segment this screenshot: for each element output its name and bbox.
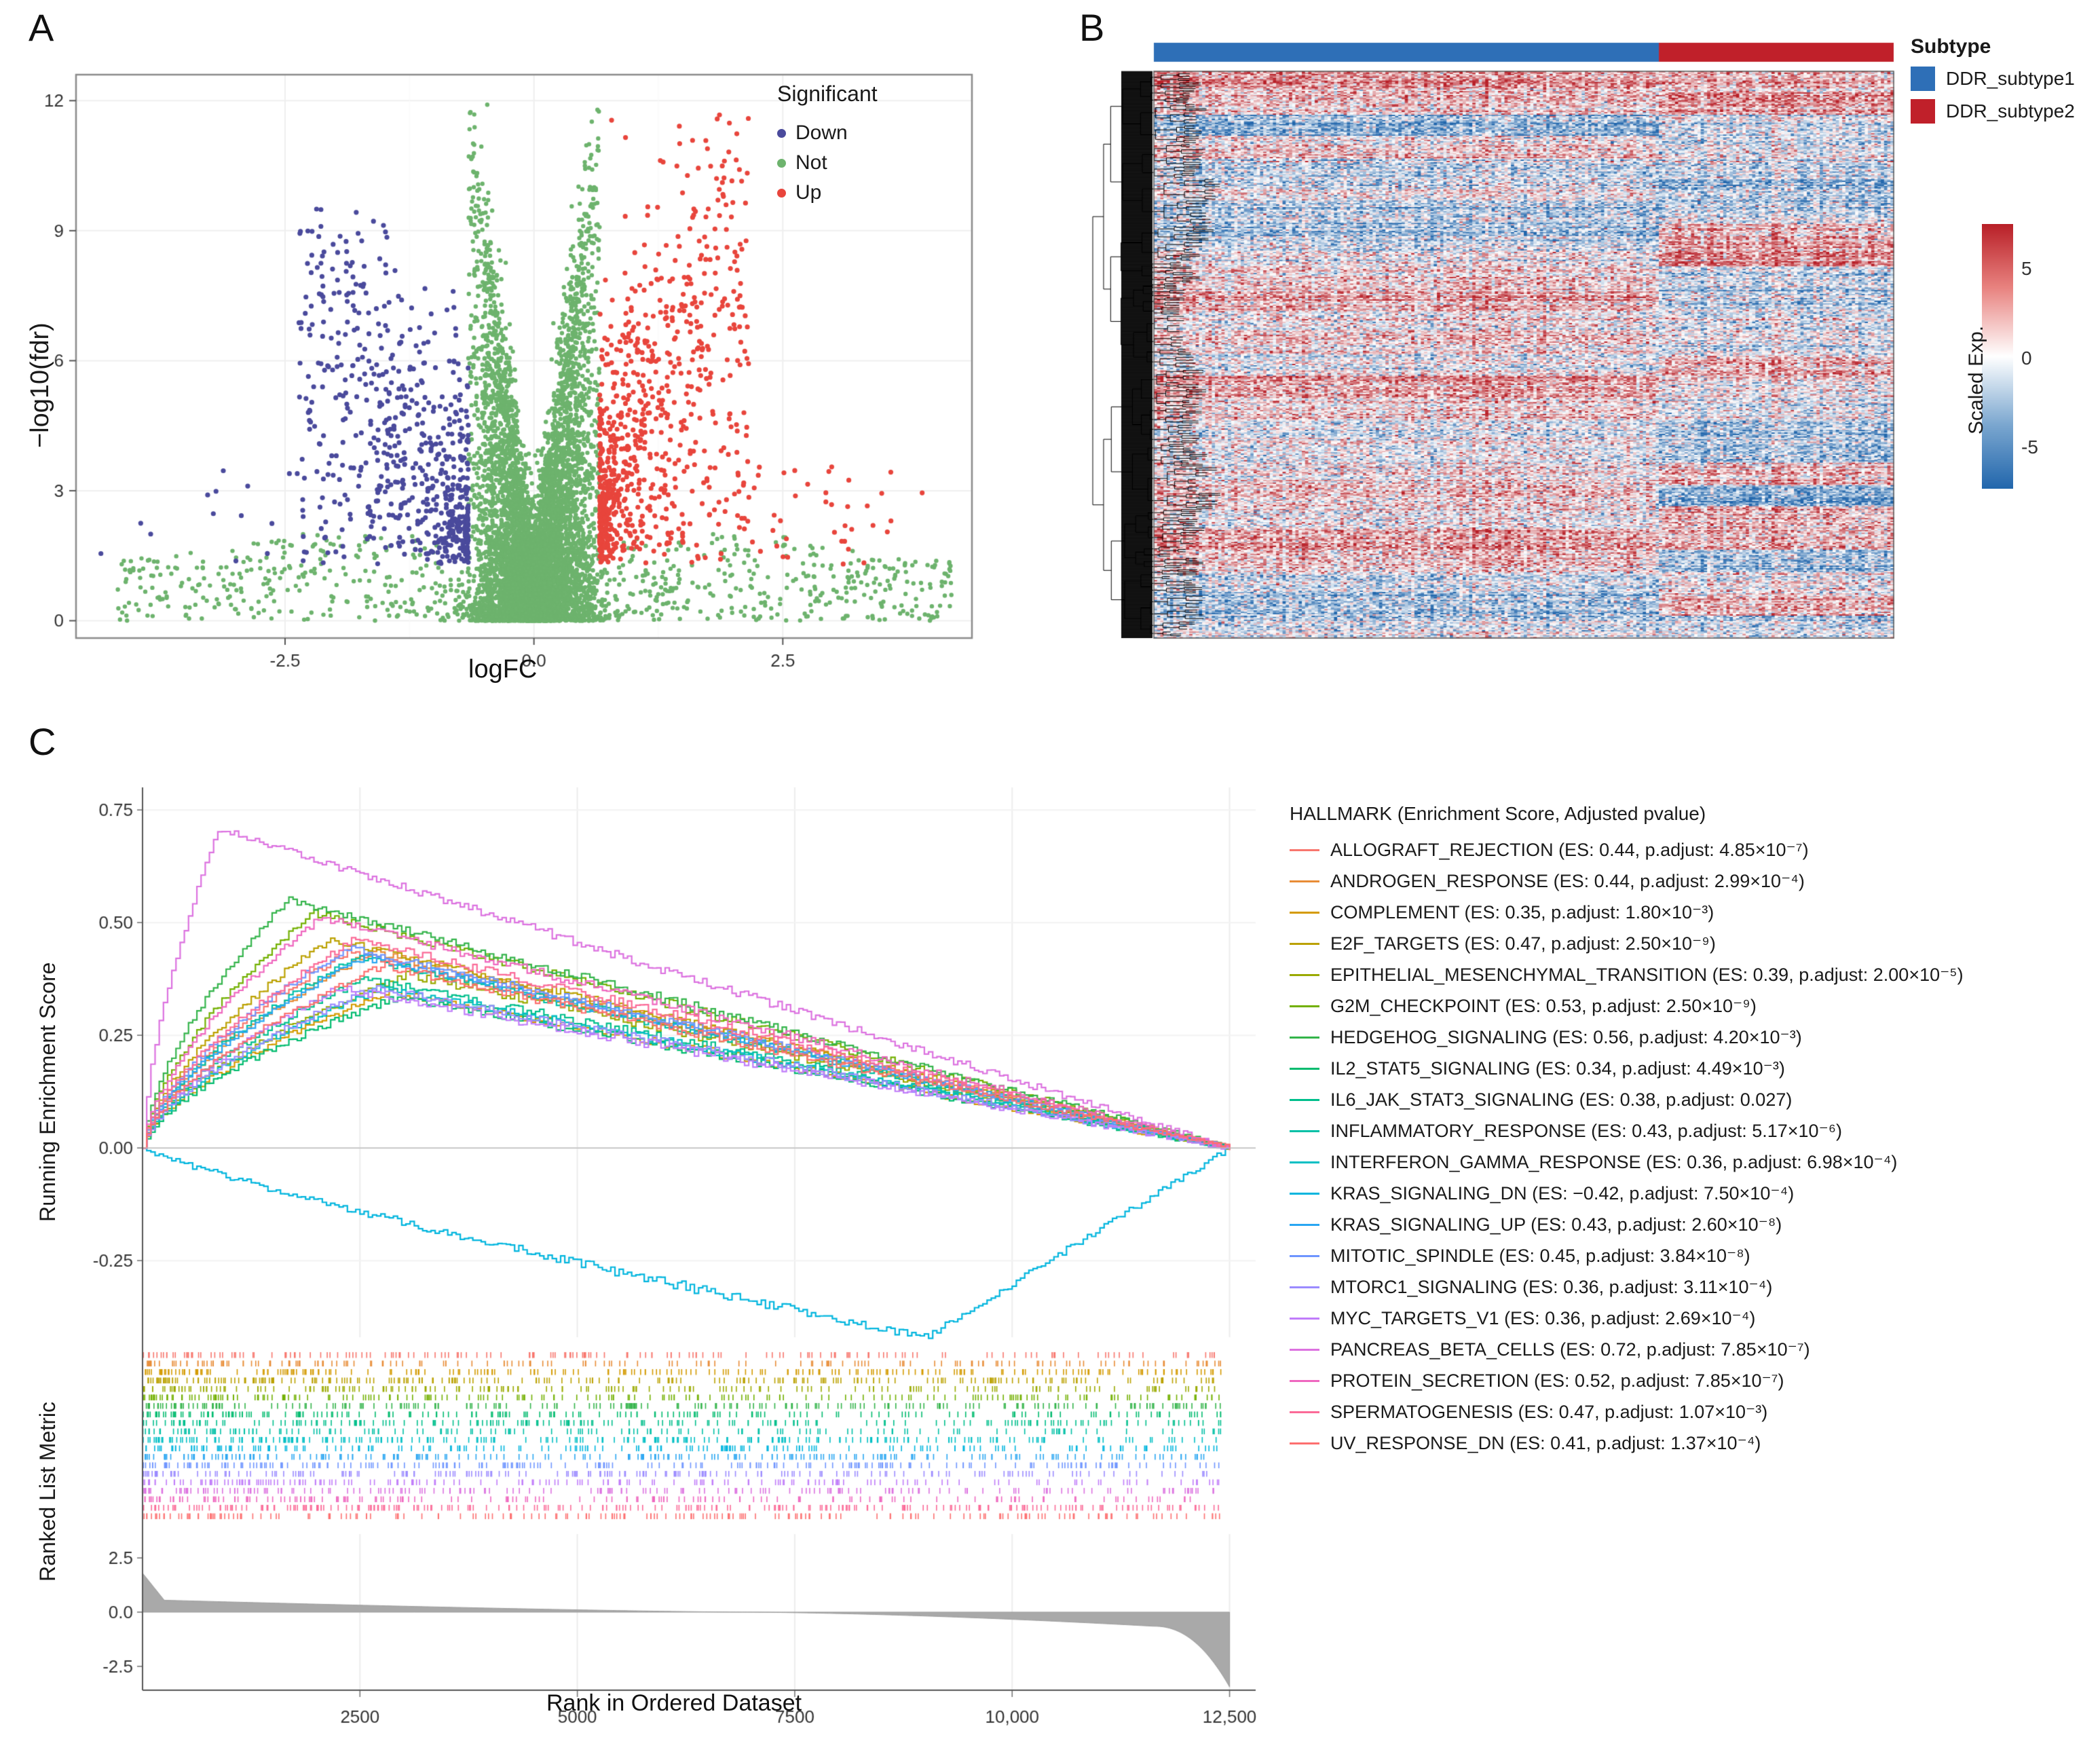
gsea-legend-item[interactable] [1290, 991, 1964, 1022]
legend-label-not: Not [795, 151, 827, 174]
gsea-legend-line [1290, 1349, 1319, 1351]
gsea-legend-item[interactable] [1290, 1053, 1964, 1085]
gsea-legend-line [1290, 1380, 1319, 1382]
legend-item-not[interactable] [777, 151, 878, 174]
colorbar-title: Scaled Exp. [1965, 325, 1987, 434]
gsea-legend-item[interactable] [1290, 1085, 1964, 1116]
gsea-y-axis-label-top: Running Enrichment Score [35, 962, 60, 1222]
gsea-legend-item[interactable] [1290, 960, 1964, 991]
subtype-legend-item-2[interactable] [1911, 99, 2075, 124]
gsea-legend-line [1290, 880, 1319, 882]
volcano-plot-canvas [0, 0, 1059, 720]
gsea-legend-item[interactable] [1290, 1397, 1964, 1428]
gsea-legend-label: ALLOGRAFT_REJECTION (ES: 0.44, p.adjust: 4.85×10⁻⁷) [1330, 839, 1809, 860]
gsea-legend-item[interactable] [1290, 1335, 1964, 1366]
gsea-legend-line [1290, 1442, 1319, 1444]
gsea-legend-line [1290, 1286, 1319, 1288]
gsea-legend-line [1290, 1068, 1319, 1070]
gsea-legend-label: MITOTIC_SPINDLE (ES: 0.45, p.adjust: 3.84×10⁻⁸) [1330, 1245, 1750, 1266]
gsea-legend-item[interactable] [1290, 1241, 1964, 1272]
gsea-legend-line [1290, 1130, 1319, 1132]
gsea-legend-line [1290, 1193, 1319, 1195]
panel-c-gsea [0, 720, 2100, 1754]
gsea-legend-label: COMPLEMENT (ES: 0.35, p.adjust: 1.80×10⁻³) [1330, 901, 1714, 922]
gsea-legend-line [1290, 1005, 1319, 1007]
gsea-legend [1290, 804, 1964, 1459]
gsea-legend-label: MTORC1_SIGNALING (ES: 0.36, p.adjust: 3.11×10⁻⁴) [1330, 1276, 1773, 1297]
subtype-legend-title: Subtype [1911, 35, 1991, 58]
gsea-legend-label: G2M_CHECKPOINT (ES: 0.53, p.adjust: 2.50×10⁻⁹) [1330, 995, 1757, 1016]
gsea-legend-line [1290, 974, 1319, 976]
legend-dot-not [777, 159, 786, 168]
legend-label-up: Up [795, 181, 822, 204]
gsea-legend-label: SPERMATOGENESIS (ES: 0.47, p.adjust: 1.07×10⁻³) [1330, 1401, 1768, 1422]
gsea-legend-item[interactable] [1290, 1147, 1964, 1178]
gsea-legend-label: PROTEIN_SECRETION (ES: 0.52, p.adjust: 7.85×10⁻⁷) [1330, 1370, 1784, 1391]
gsea-legend-item[interactable] [1290, 866, 1964, 897]
gsea-legend-line [1290, 943, 1319, 945]
gsea-legend-line [1290, 1255, 1319, 1257]
gsea-x-axis-label: Rank in Ordered Dataset [546, 1690, 802, 1716]
gsea-legend-label: ANDROGEN_RESPONSE (ES: 0.44, p.adjust: 2.99×10⁻⁴) [1330, 870, 1805, 891]
gsea-legend-header: HALLMARK (Enrichment Score, Adjusted pvalue) [1290, 803, 1706, 824]
gsea-legend-label: UV_RESPONSE_DN (ES: 0.41, p.adjust: 1.37×10⁻⁴) [1330, 1432, 1761, 1453]
gsea-legend-label: KRAS_SIGNALING_DN (ES: −0.42, p.adjust: 7.50×10⁻⁴) [1330, 1182, 1795, 1203]
gsea-legend-line [1290, 1411, 1319, 1413]
subtype-label-2: DDR_subtype2 [1946, 100, 2075, 122]
volcano-y-axis-label: −log10(fdr) [26, 322, 54, 448]
gsea-legend-label: PANCREAS_BETA_CELLS (ES: 0.72, p.adjust: 7.85×10⁻⁷) [1330, 1339, 1810, 1360]
gsea-legend-item[interactable] [1290, 1022, 1964, 1053]
gsea-legend-item[interactable] [1290, 1116, 1964, 1147]
legend-dot-down [777, 129, 786, 138]
gsea-legend-item[interactable] [1290, 835, 1964, 866]
gsea-legend-label: MYC_TARGETS_V1 (ES: 0.36, p.adjust: 2.69×10⁻⁴) [1330, 1307, 1756, 1328]
gsea-legend-line [1290, 849, 1319, 851]
gsea-legend-label: HEDGEHOG_SIGNALING (ES: 0.56, p.adjust: 4.20×10⁻³) [1330, 1026, 1802, 1047]
gsea-legend-item[interactable] [1290, 897, 1964, 929]
gsea-legend-line [1290, 1099, 1319, 1101]
subtype-legend [1911, 35, 2075, 124]
gsea-legend-line [1290, 912, 1319, 914]
gsea-y-axis-label-bottom: Ranked List Metric [35, 1402, 60, 1582]
gsea-legend-label: EPITHELIAL_MESENCHYMAL_TRANSITION (ES: 0.39, p.adjust: 2.00×10⁻⁵) [1330, 964, 1964, 985]
gsea-legend-line [1290, 1318, 1319, 1320]
colorbar-tick-5: 5 [2021, 258, 2032, 279]
subtype-label-1: DDR_subtype1 [1946, 68, 2075, 89]
legend-label-down: Down [795, 122, 848, 144]
gsea-legend-item[interactable] [1290, 1272, 1964, 1303]
volcano-legend [777, 81, 878, 204]
gsea-legend-item[interactable] [1290, 1178, 1964, 1210]
volcano-legend-title: Significant [777, 81, 878, 106]
gsea-legend-label: IL6_JAK_STAT3_SIGNALING (ES: 0.38, p.adjust: 0.027) [1330, 1089, 1793, 1110]
gsea-legend-label: E2F_TARGETS (ES: 0.47, p.adjust: 2.50×10⁻⁹) [1330, 933, 1716, 954]
gsea-legend-item[interactable] [1290, 929, 1964, 960]
panel-a-volcano [0, 0, 1059, 720]
colorbar-tick-neg5: -5 [2021, 436, 2038, 458]
legend-dot-up [777, 189, 786, 198]
gsea-legend-item[interactable] [1290, 1303, 1964, 1335]
gsea-legend-label: INFLAMMATORY_RESPONSE (ES: 0.43, p.adjust: 5.17×10⁻⁶) [1330, 1120, 1842, 1141]
subtype-swatch-2 [1911, 99, 1935, 124]
panel-c-letter: C [29, 720, 56, 763]
gsea-legend-item[interactable] [1290, 1210, 1964, 1241]
subtype-swatch-1 [1911, 67, 1935, 91]
panel-b-heatmap [1059, 0, 2100, 720]
gsea-legend-line [1290, 1224, 1319, 1226]
subtype-legend-item-1[interactable] [1911, 67, 2075, 91]
legend-item-up[interactable] [777, 181, 878, 204]
volcano-x-axis-label: logFC [468, 655, 538, 684]
gsea-legend-item[interactable] [1290, 1428, 1964, 1459]
gsea-canvas [88, 774, 1296, 1738]
legend-item-down[interactable] [777, 122, 878, 145]
gsea-legend-item[interactable] [1290, 1366, 1964, 1397]
gsea-legend-label: INTERFERON_GAMMA_RESPONSE (ES: 0.36, p.adjust: 6.98×10⁻⁴) [1330, 1151, 1898, 1172]
gsea-legend-label: IL2_STAT5_SIGNALING (ES: 0.34, p.adjust: 4.49×10⁻³) [1330, 1058, 1785, 1079]
gsea-legend-label: KRAS_SIGNALING_UP (ES: 0.43, p.adjust: 2.60×10⁻⁸) [1330, 1214, 1782, 1235]
gsea-legend-line [1290, 1161, 1319, 1163]
colorbar-tick-0: 0 [2021, 348, 2032, 369]
gsea-legend-line [1290, 1037, 1319, 1039]
